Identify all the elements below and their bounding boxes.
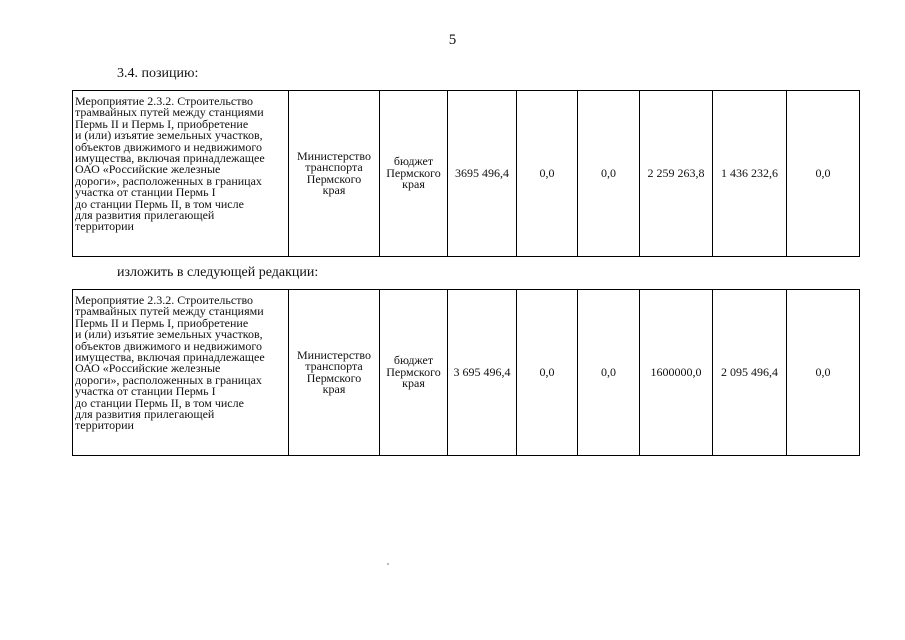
value-cell: 2 259 263,8 [640, 91, 713, 257]
value-cell: 0,0 [517, 290, 578, 456]
table-row [73, 91, 860, 257]
scan-speck [387, 563, 389, 565]
value-cell: 0,0 [787, 290, 860, 456]
activity-description: Мероприятие 2.3.2. Строительство трамвайных путей между станциями Пермь II и Пермь I, приобретение и (или) изъятие земельных участков, объектов движимого и недвижимого имущества, включая принадлежащее ОАО «Российские железные дороги», расположенных в границах участка от станции Пермь I до станции Пермь II, в том числе для развития прилегающей территории [73, 290, 289, 456]
value-cell: 0,0 [578, 290, 640, 456]
executor-cell: Министерство транспорта Пермского края [289, 91, 380, 257]
position-table-new [72, 289, 860, 456]
executor-cell: Министерство транспорта Пермского края [289, 290, 380, 456]
section-heading-new: изложить в следующей редакции: [117, 265, 319, 280]
value-cell: 1 436 232,6 [713, 91, 787, 257]
value-cell: 1600000,0 [640, 290, 713, 456]
funding-source-cell: бюджет Пермского края [380, 290, 448, 456]
funding-source-cell: бюджет Пермского края [380, 91, 448, 257]
value-cell: 0,0 [578, 91, 640, 257]
value-cell: 2 095 496,4 [713, 290, 787, 456]
value-cell: 0,0 [787, 91, 860, 257]
value-cell: 3695 496,4 [448, 91, 517, 257]
table-row [73, 290, 860, 456]
position-table-current [72, 90, 860, 257]
value-cell: 0,0 [517, 91, 578, 257]
section-heading-current: 3.4. позицию: [117, 66, 199, 81]
activity-description: Мероприятие 2.3.2. Строительство трамвайных путей между станциями Пермь II и Пермь I, приобретение и (или) изъятие земельных участков, объектов движимого и недвижимого имущества, включая принадлежащее ОАО «Российские железные дороги», расположенных в границах участка от станции Пермь I до станции Пермь II, в том числе для развития прилегающей территории [73, 91, 289, 257]
page-number: 5 [448, 32, 457, 48]
value-cell: 3 695 496,4 [448, 290, 517, 456]
